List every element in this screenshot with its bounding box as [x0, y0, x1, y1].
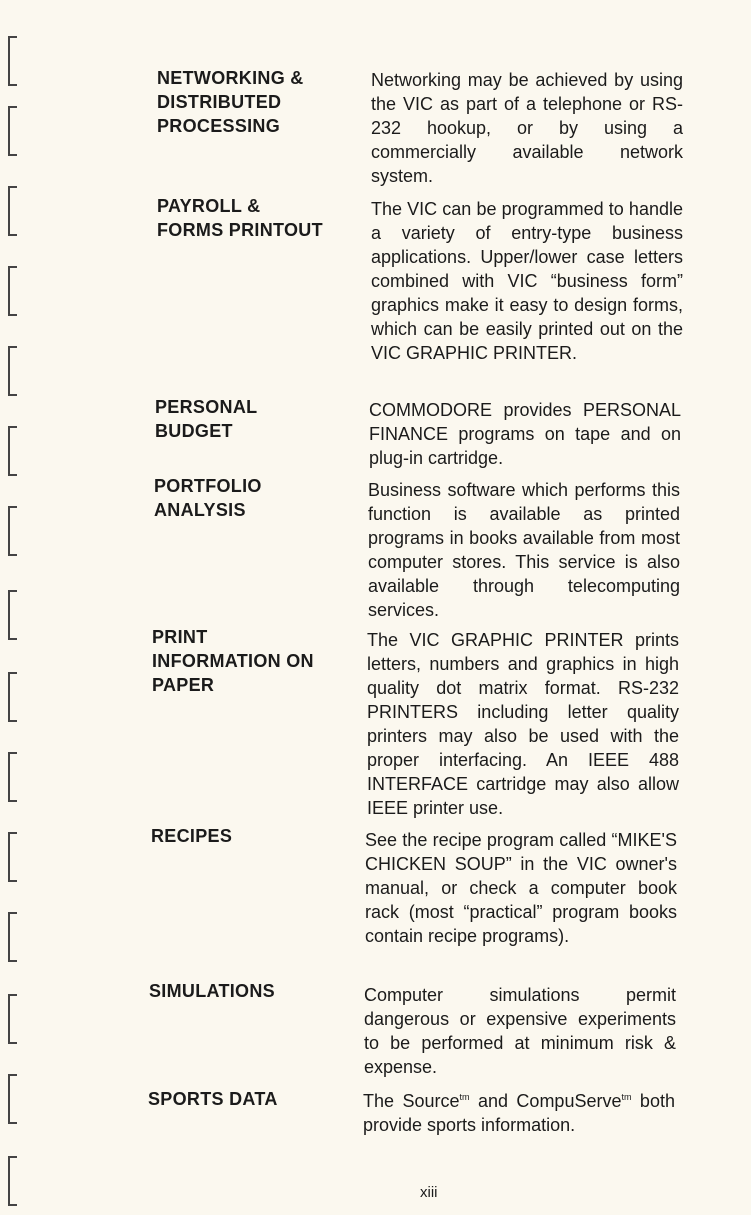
binder-mark [8, 752, 17, 802]
binder-mark [8, 346, 17, 396]
description: The VIC can be programmed to handle a variety of entry-type business applications. Upper/lower case letters combined with VIC “business form” graphics make it easy to design forms, which can be easily printed out on the VIC GRAPHIC PRINTER. [371, 199, 683, 363]
binder-mark [8, 994, 17, 1044]
binder-mark [8, 426, 17, 476]
binder-marks [0, 0, 30, 1215]
binder-mark [8, 266, 17, 316]
term: PORTFOLIO ANALYSIS [154, 476, 262, 520]
description: The VIC GRAPHIC PRINTER prints letters, numbers and graphics in high quality dot matrix format. RS-232 PRINTERS including letter quality printers may also be used with the proper interfacing. An IEEE 488 INTERFACE cartridge may also allow IEEE printer use. [367, 630, 679, 818]
term: PAYROLL & FORMS PRINTOUT [157, 196, 323, 240]
description-part: both provide sports information. [363, 1091, 675, 1135]
binder-mark [8, 1074, 17, 1124]
term: RECIPES [151, 826, 233, 846]
binder-mark [8, 1156, 17, 1206]
binder-mark [8, 36, 17, 86]
binder-mark [8, 186, 17, 236]
trademark-mark: tm [621, 1092, 632, 1102]
term: NETWORKING & DISTRIBUTED PROCESSING [157, 68, 304, 136]
binder-mark [8, 106, 17, 156]
term: SIMULATIONS [149, 981, 275, 1001]
description-part: The Source [363, 1091, 460, 1111]
term: PRINT INFORMATION ON PAPER [152, 627, 314, 695]
term: PERSONAL BUDGET [155, 397, 258, 441]
description: Business software which performs this function is available as printed programs in books available from most computer stores. This service is also available through telecomputing services. [368, 480, 680, 620]
binder-mark [8, 590, 17, 640]
binder-mark [8, 832, 17, 882]
term: SPORTS DATA [148, 1089, 278, 1109]
page-number: xiii [420, 1184, 438, 1201]
binder-mark [8, 506, 17, 556]
description: Networking may be achieved by using the VIC as part of a telephone or RS-232 hookup, or by using a commercially available network system. [371, 70, 683, 186]
description-part: and CompuServe [469, 1091, 622, 1111]
description: See the recipe program called “MIKE'S CHICKEN SOUP” in the VIC owner's manual, or check a computer book rack (most “practical” program books contain recipe programs). [365, 830, 677, 946]
description: Computer simulations permit dangerous or expensive experiments to be performed at minimum risk & expense. [364, 985, 676, 1077]
binder-mark [8, 672, 17, 722]
description [363, 1089, 675, 1137]
binder-mark [8, 912, 17, 962]
description: COMMODORE provides PERSONAL FINANCE programs on tape and on plug-in cartridge. [369, 400, 681, 468]
trademark-mark: tm [459, 1092, 470, 1102]
